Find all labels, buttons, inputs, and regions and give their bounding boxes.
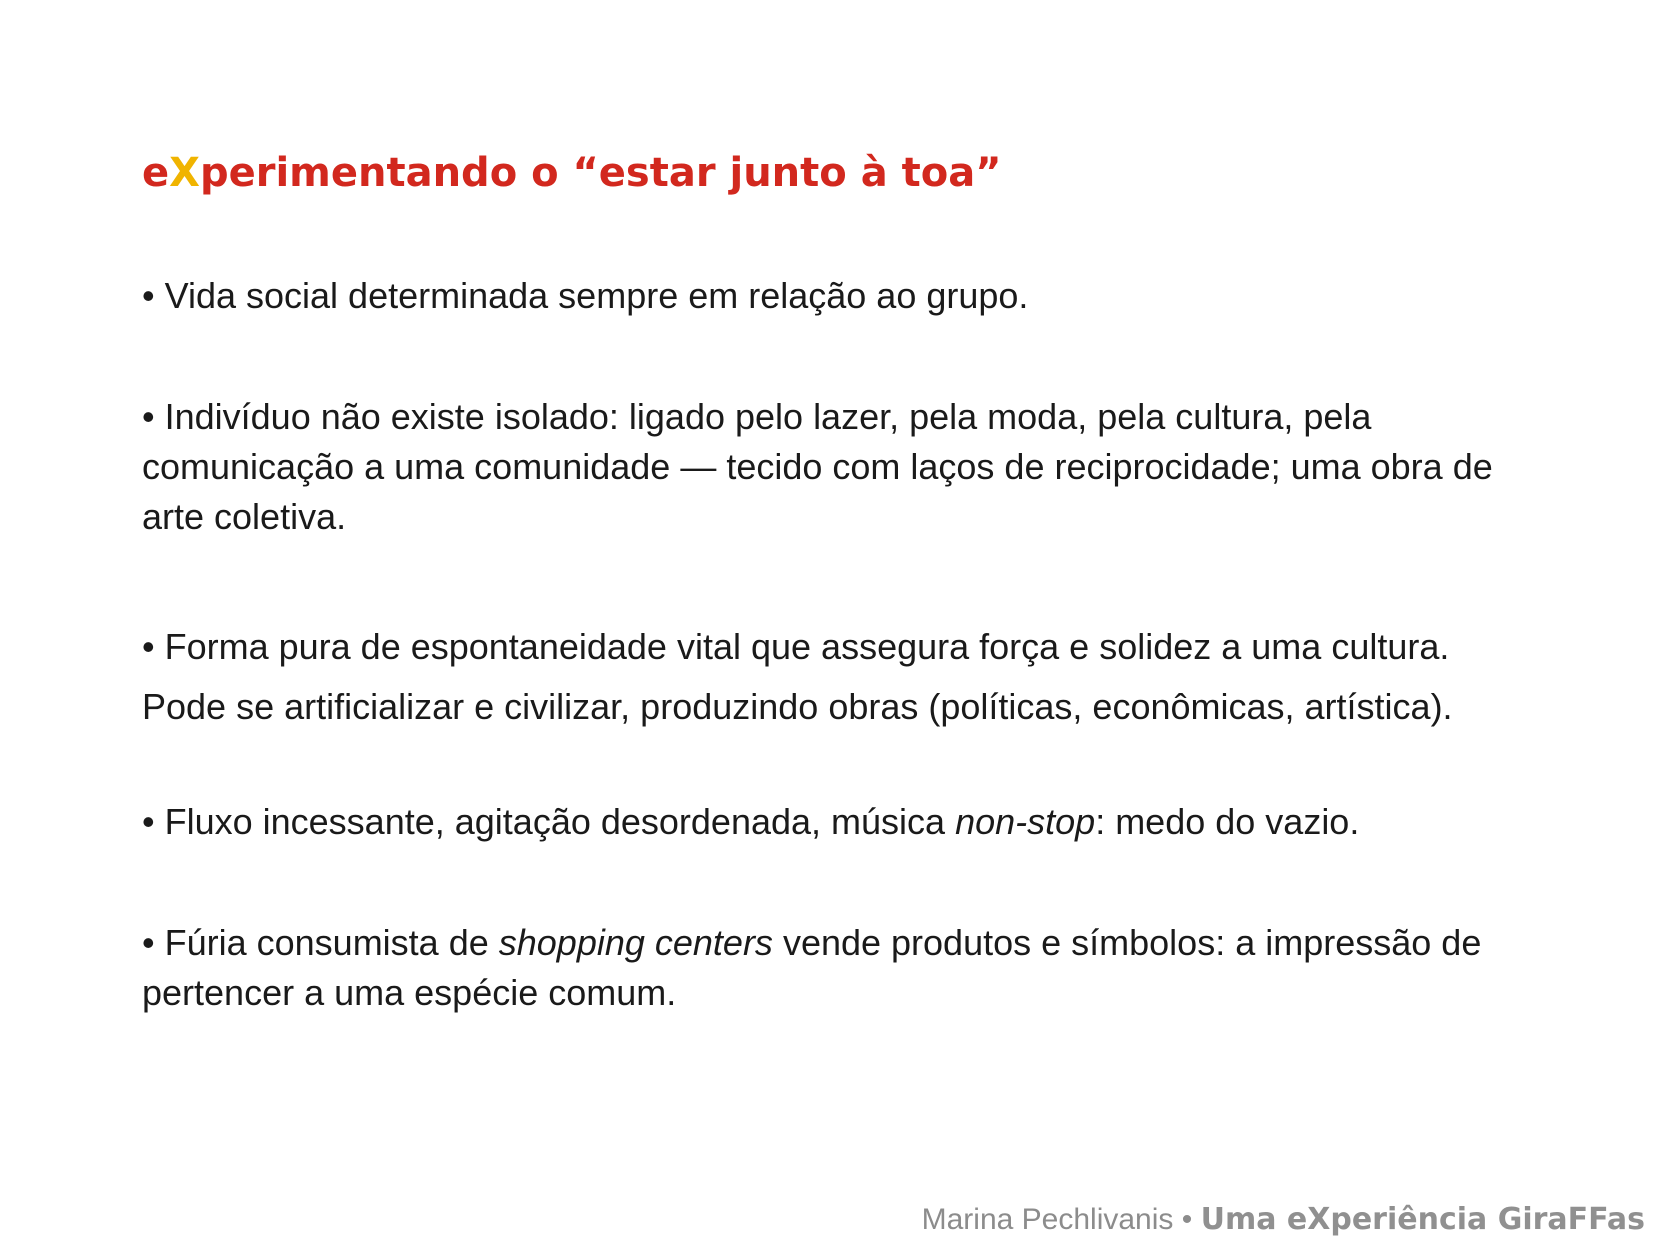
bullet-3-line-1: • Forma pura de espontaneidade vital que assegura força e solidez a uma cultura. [142,626,1450,667]
bullet-2-text: • Indivíduo não existe isolado: ligado pelo lazer, pela moda, pela cultura, pela comunicação a uma comunidade — tecido com laços de reciprocidade; uma obra de arte coletiva. [142,396,1493,537]
title-prefix: e [142,150,170,196]
footer-separator: • [1173,1203,1201,1236]
bullet-4 [142,797,1562,847]
bullet-4-text-after: : medo do vazio. [1095,801,1360,842]
bullet-1-text: • Vida social determinada sempre em relação ao grupo. [142,275,1029,316]
title-x-letter: X [169,150,200,196]
footer-brand: Uma eXperiência GiraFFas [1200,1202,1645,1237]
bullet-3-line-2: Pode se artificializar e civilizar, produzindo obras (políticas, econômicas, artística). [142,686,1453,727]
bullet-5-text-after: vende produtos e símbolos: a impressão de pertencer a uma espécie comum. [142,922,1482,1013]
bullet-4-text-before: • Fluxo incessante, agitação desordenada, música [142,801,956,842]
bullet-5-italic: shopping centers [498,922,773,963]
bullet-4-italic: non-stop [955,801,1096,842]
footer-author: Marina Pechlivanis [921,1203,1174,1236]
bullet-5 [142,918,1562,1018]
bullet-3 [142,617,1562,737]
slide-title [142,148,1002,198]
slide-footer [922,1200,1645,1240]
bullet-5-text-before: • Fúria consumista de [142,922,499,963]
title-rest: perimentando o “estar junto à toa” [199,150,1002,196]
bullet-2 [142,392,1562,542]
bullet-1 [142,271,1562,321]
